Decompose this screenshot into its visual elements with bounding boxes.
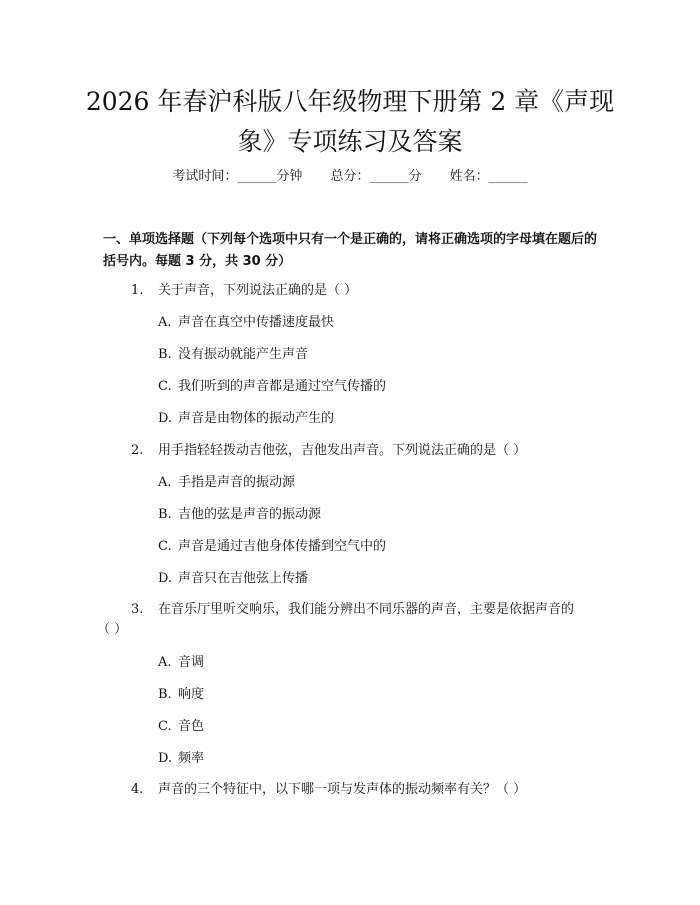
option-c: C. 声音是通过吉他身体传播到空气中的 [158, 539, 387, 554]
option-b: B. 响度 [158, 687, 205, 702]
option-d: D. 声音只在吉他弦上传播 [158, 571, 309, 586]
question-text: 声音的三个特征中，以下哪一项与发声体的振动频率有关？（ ） [158, 782, 527, 797]
document-title: 2026 年春沪科版八年级物理下册第 2 章《声现象》专项练习及答案 [85, 87, 615, 156]
option-a: A. 手指是声音的振动源 [158, 475, 296, 490]
question-text: 在音乐厅里听交响乐，我们能分辨出不同乐器的声音，主要是依据声音的 [158, 602, 575, 617]
question-text: 用手指轻轻拨动吉他弦，吉他发出声音。下列说法正确的是（ ） [158, 443, 527, 458]
option-a: A. 音调 [158, 655, 205, 670]
question-number: 3. [131, 602, 144, 617]
question-number: 4. [131, 782, 144, 797]
option-a: A. 声音在真空中传播速度最快 [158, 315, 335, 330]
option-d: D. 频率 [158, 751, 205, 766]
exam-student-name: 姓名：______ [449, 169, 528, 184]
question-text: 关于声音，下列说法正确的是（ ） [158, 283, 358, 298]
question-number: 2. [131, 443, 144, 458]
section-heading: 一、单项选择题（下列每个选项中只有一个是正确的，请将正确选项的字母填在题后的括号内。每题 3 分，共 30 分） [103, 232, 598, 269]
option-c: C. 音色 [158, 719, 205, 734]
option-d: D. 声音是由物体的振动产生的 [158, 411, 335, 426]
question-number: 1. [131, 283, 144, 298]
option-b: B. 没有振动就能产生声音 [158, 347, 309, 362]
option-c: C. 我们听到的声音都是通过空气传播的 [158, 379, 387, 394]
exam-time: 考试时间：______分钟 [172, 169, 303, 184]
exam-info-row [0, 168, 700, 186]
option-b: B. 吉他的弦是声音的振动源 [158, 507, 322, 522]
question-text-continued: （ ） [97, 622, 128, 637]
exam-total-score: 总分：______分 [330, 169, 422, 184]
